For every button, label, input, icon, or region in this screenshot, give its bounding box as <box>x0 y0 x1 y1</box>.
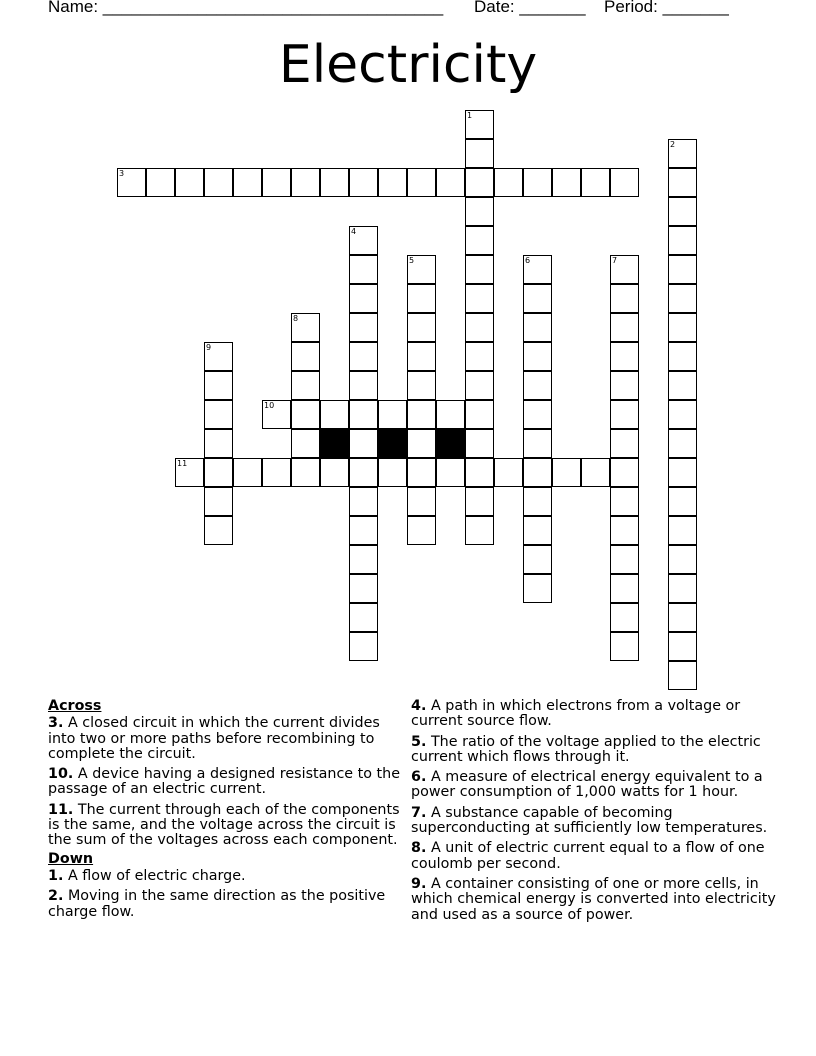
grid-cell[interactable] <box>320 458 349 487</box>
grid-cell[interactable] <box>349 168 378 197</box>
page-title: Electricity <box>278 35 538 95</box>
down-clue-list-continued <box>411 699 781 923</box>
grid-cell[interactable] <box>668 371 697 400</box>
across-heading: Across <box>48 698 102 714</box>
clue-number-label: 4 <box>351 227 357 236</box>
grid-cell[interactable] <box>465 139 494 168</box>
clue-number: 4. <box>411 698 427 714</box>
grid-cell[interactable] <box>349 545 378 574</box>
clue-number: 3. <box>48 715 64 732</box>
grid-cell[interactable] <box>610 400 639 429</box>
grid-cell[interactable] <box>407 342 436 371</box>
grid-cell[interactable] <box>523 255 552 284</box>
grid-cell[interactable] <box>291 458 320 487</box>
grid-cell[interactable] <box>204 458 233 487</box>
clue-number-label: 7 <box>612 256 618 265</box>
clue-number: 7. <box>411 804 427 821</box>
grid-cell[interactable] <box>610 284 639 313</box>
grid-cell[interactable] <box>233 168 262 197</box>
grid-cell[interactable] <box>349 400 378 429</box>
clue-item <box>48 716 408 762</box>
grid-cell[interactable] <box>465 284 494 313</box>
grid-cell[interactable] <box>465 487 494 516</box>
clue-number-label: 2 <box>670 140 676 149</box>
clue-number: 9. <box>411 875 427 892</box>
grid-cell[interactable] <box>668 545 697 574</box>
grid-cell[interactable] <box>668 255 697 284</box>
grid-cell[interactable] <box>668 487 697 516</box>
grid-cell[interactable] <box>291 400 320 429</box>
clue-item <box>411 841 781 872</box>
grid-cell[interactable] <box>523 487 552 516</box>
grid-cell[interactable] <box>204 516 233 545</box>
clue-item <box>411 735 781 766</box>
grid-cell[interactable] <box>523 168 552 197</box>
clue-text: A device having a designed resistance to the passage of an electric current. <box>48 766 401 798</box>
clue-item <box>411 770 781 801</box>
grid-cell[interactable] <box>349 574 378 603</box>
date-field[interactable]: Date: _______ <box>474 0 586 16</box>
grid-cell[interactable] <box>610 458 639 487</box>
clue-item <box>411 699 781 730</box>
grid-cell[interactable] <box>523 371 552 400</box>
grid-cell[interactable] <box>465 400 494 429</box>
clue-text: A closed circuit in which the current divides into two or more paths before recombining to complete the circuit. <box>48 715 380 762</box>
grid-cell[interactable] <box>465 342 494 371</box>
grid-cell[interactable] <box>581 168 610 197</box>
clue-number: 11. <box>48 801 74 818</box>
grid-cell[interactable] <box>349 632 378 661</box>
grid-cell[interactable] <box>407 429 436 458</box>
clue-text: A substance capable of becoming superconducting at sufficiently low temperatures. <box>411 804 768 837</box>
grid-cell[interactable] <box>349 429 378 458</box>
grid-cell[interactable] <box>610 342 639 371</box>
clue-number: 10. <box>48 766 74 783</box>
grid-cell[interactable] <box>175 458 204 487</box>
clue-text: A unit of electric current equal to a flow of one coulomb per second. <box>411 840 765 872</box>
grid-cell[interactable] <box>407 400 436 429</box>
grid-cell[interactable] <box>523 516 552 545</box>
grid-cell[interactable] <box>465 429 494 458</box>
grid-cell[interactable] <box>668 197 697 226</box>
grid-cell[interactable] <box>668 574 697 603</box>
grid-cell[interactable] <box>291 168 320 197</box>
grid-cell[interactable] <box>610 255 639 284</box>
grid-cell[interactable] <box>610 603 639 632</box>
clue-text: The ratio of the voltage applied to the electric current which flows through it. <box>411 733 761 765</box>
grid-cell[interactable] <box>262 458 291 487</box>
down-clue-list <box>48 869 408 920</box>
grid-cell[interactable] <box>262 400 291 429</box>
grid-cell[interactable] <box>523 429 552 458</box>
clue-text: A path in which electrons from a voltage or current source flow. <box>411 698 741 730</box>
grid-cell[interactable] <box>610 487 639 516</box>
clue-item <box>48 767 408 798</box>
black-cell <box>320 429 349 458</box>
grid-cell[interactable] <box>465 197 494 226</box>
clue-number-label: 3 <box>119 169 125 178</box>
grid-cell[interactable] <box>175 168 204 197</box>
grid-cell[interactable] <box>465 371 494 400</box>
grid-cell[interactable] <box>465 226 494 255</box>
grid-cell[interactable] <box>668 313 697 342</box>
clue-number-label: 9 <box>206 343 212 352</box>
period-field[interactable]: Period: _______ <box>604 0 729 16</box>
grid-cell[interactable] <box>552 458 581 487</box>
grid-cell[interactable] <box>668 139 697 168</box>
grid-cell[interactable] <box>668 342 697 371</box>
grid-cell[interactable] <box>610 371 639 400</box>
grid-cell[interactable] <box>668 458 697 487</box>
grid-cell[interactable] <box>320 168 349 197</box>
grid-cell[interactable] <box>523 342 552 371</box>
grid-cell[interactable] <box>204 342 233 371</box>
grid-cell[interactable] <box>668 429 697 458</box>
grid-cell[interactable] <box>204 400 233 429</box>
grid-cell[interactable] <box>668 284 697 313</box>
grid-cell[interactable] <box>291 429 320 458</box>
clue-item <box>48 803 408 849</box>
grid-cell[interactable] <box>204 371 233 400</box>
grid-cell[interactable] <box>204 429 233 458</box>
grid-cell[interactable] <box>349 487 378 516</box>
clues-left-column <box>48 699 408 925</box>
grid-cell[interactable] <box>262 168 291 197</box>
grid-cell[interactable] <box>378 458 407 487</box>
clue-number-label: 10 <box>264 401 275 410</box>
clue-number-label: 5 <box>409 256 415 265</box>
grid-cell[interactable] <box>407 487 436 516</box>
grid-cell[interactable] <box>204 487 233 516</box>
grid-cell[interactable] <box>610 429 639 458</box>
grid-cell[interactable] <box>349 516 378 545</box>
grid-cell[interactable] <box>610 545 639 574</box>
grid-cell[interactable] <box>668 400 697 429</box>
grid-cell[interactable] <box>349 255 378 284</box>
grid-cell[interactable] <box>465 110 494 139</box>
grid-cell[interactable] <box>291 313 320 342</box>
grid-cell[interactable] <box>349 342 378 371</box>
grid-cell[interactable] <box>349 458 378 487</box>
grid-cell[interactable] <box>436 458 465 487</box>
grid-cell[interactable] <box>291 371 320 400</box>
grid-cell[interactable] <box>523 284 552 313</box>
grid-cell[interactable] <box>465 516 494 545</box>
grid-cell[interactable] <box>407 371 436 400</box>
clue-number: 5. <box>411 733 427 750</box>
grid-cell[interactable] <box>523 545 552 574</box>
grid-cell[interactable] <box>378 400 407 429</box>
grid-cell[interactable] <box>320 400 349 429</box>
grid-cell[interactable] <box>407 313 436 342</box>
grid-cell[interactable] <box>581 458 610 487</box>
grid-cell[interactable] <box>494 458 523 487</box>
clue-item <box>411 806 781 837</box>
clue-text: The current through each of the components is the same, and the voltage across the circuit is the sum of the voltages across each component. <box>48 801 400 849</box>
grid-cell[interactable] <box>117 168 146 197</box>
clue-number-label: 6 <box>525 256 531 265</box>
clue-number: 1. <box>48 867 64 884</box>
grid-cell[interactable] <box>349 284 378 313</box>
grid-cell[interactable] <box>523 458 552 487</box>
grid-cell[interactable] <box>146 168 175 197</box>
across-clue-list <box>48 716 408 848</box>
clue-text: A flow of electric charge. <box>67 867 246 884</box>
grid-cell[interactable] <box>610 516 639 545</box>
clue-number-label: 11 <box>177 459 188 468</box>
grid-cell[interactable] <box>610 632 639 661</box>
grid-cell[interactable] <box>291 342 320 371</box>
grid-cell[interactable] <box>233 458 262 487</box>
grid-cell[interactable] <box>349 226 378 255</box>
grid-cell[interactable] <box>668 516 697 545</box>
grid-cell[interactable] <box>668 226 697 255</box>
grid-cell[interactable] <box>610 168 639 197</box>
down-heading: Down <box>48 850 94 867</box>
clues-right-column <box>411 699 781 928</box>
grid-cell[interactable] <box>465 458 494 487</box>
clue-number: 8. <box>411 840 427 857</box>
grid-cell[interactable] <box>465 313 494 342</box>
grid-cell[interactable] <box>523 313 552 342</box>
grid-cell[interactable] <box>378 168 407 197</box>
grid-cell[interactable] <box>407 516 436 545</box>
grid-cell[interactable] <box>407 458 436 487</box>
clue-item <box>48 889 408 920</box>
name-field[interactable]: Name: ____________________________________ <box>48 0 444 16</box>
black-cell <box>378 429 407 458</box>
grid-cell[interactable] <box>407 284 436 313</box>
clue-number: 2. <box>48 888 64 905</box>
clue-item <box>411 877 781 923</box>
grid-cell[interactable] <box>523 574 552 603</box>
grid-cell[interactable] <box>407 168 436 197</box>
black-cell <box>436 429 465 458</box>
grid-cell[interactable] <box>349 603 378 632</box>
clue-text: A measure of electrical energy equivalent to a power consumption of 1,000 watts for 1 hour. <box>411 769 763 801</box>
clue-item <box>48 869 408 884</box>
grid-cell[interactable] <box>436 400 465 429</box>
grid-cell[interactable] <box>668 168 697 197</box>
clue-number-label: 1 <box>467 111 473 120</box>
grid-cell[interactable] <box>668 661 697 690</box>
grid-cell[interactable] <box>610 313 639 342</box>
grid-cell[interactable] <box>610 574 639 603</box>
grid-cell[interactable] <box>552 168 581 197</box>
grid-cell[interactable] <box>668 632 697 661</box>
grid-cell[interactable] <box>349 371 378 400</box>
grid-cell[interactable] <box>407 255 436 284</box>
grid-cell[interactable] <box>349 313 378 342</box>
clue-number-label: 8 <box>293 314 299 323</box>
clue-text: Moving in the same direction as the positive charge flow. <box>48 888 386 920</box>
grid-cell[interactable] <box>465 168 494 197</box>
grid-cell[interactable] <box>436 168 465 197</box>
grid-cell[interactable] <box>523 400 552 429</box>
grid-cell[interactable] <box>204 168 233 197</box>
clue-text: A container consisting of one or more cells, in which chemical energy is converted into electricity and used as a source of power. <box>411 875 776 923</box>
clue-number: 6. <box>411 769 427 786</box>
grid-cell[interactable] <box>668 603 697 632</box>
grid-cell[interactable] <box>465 255 494 284</box>
grid-cell[interactable] <box>494 168 523 197</box>
